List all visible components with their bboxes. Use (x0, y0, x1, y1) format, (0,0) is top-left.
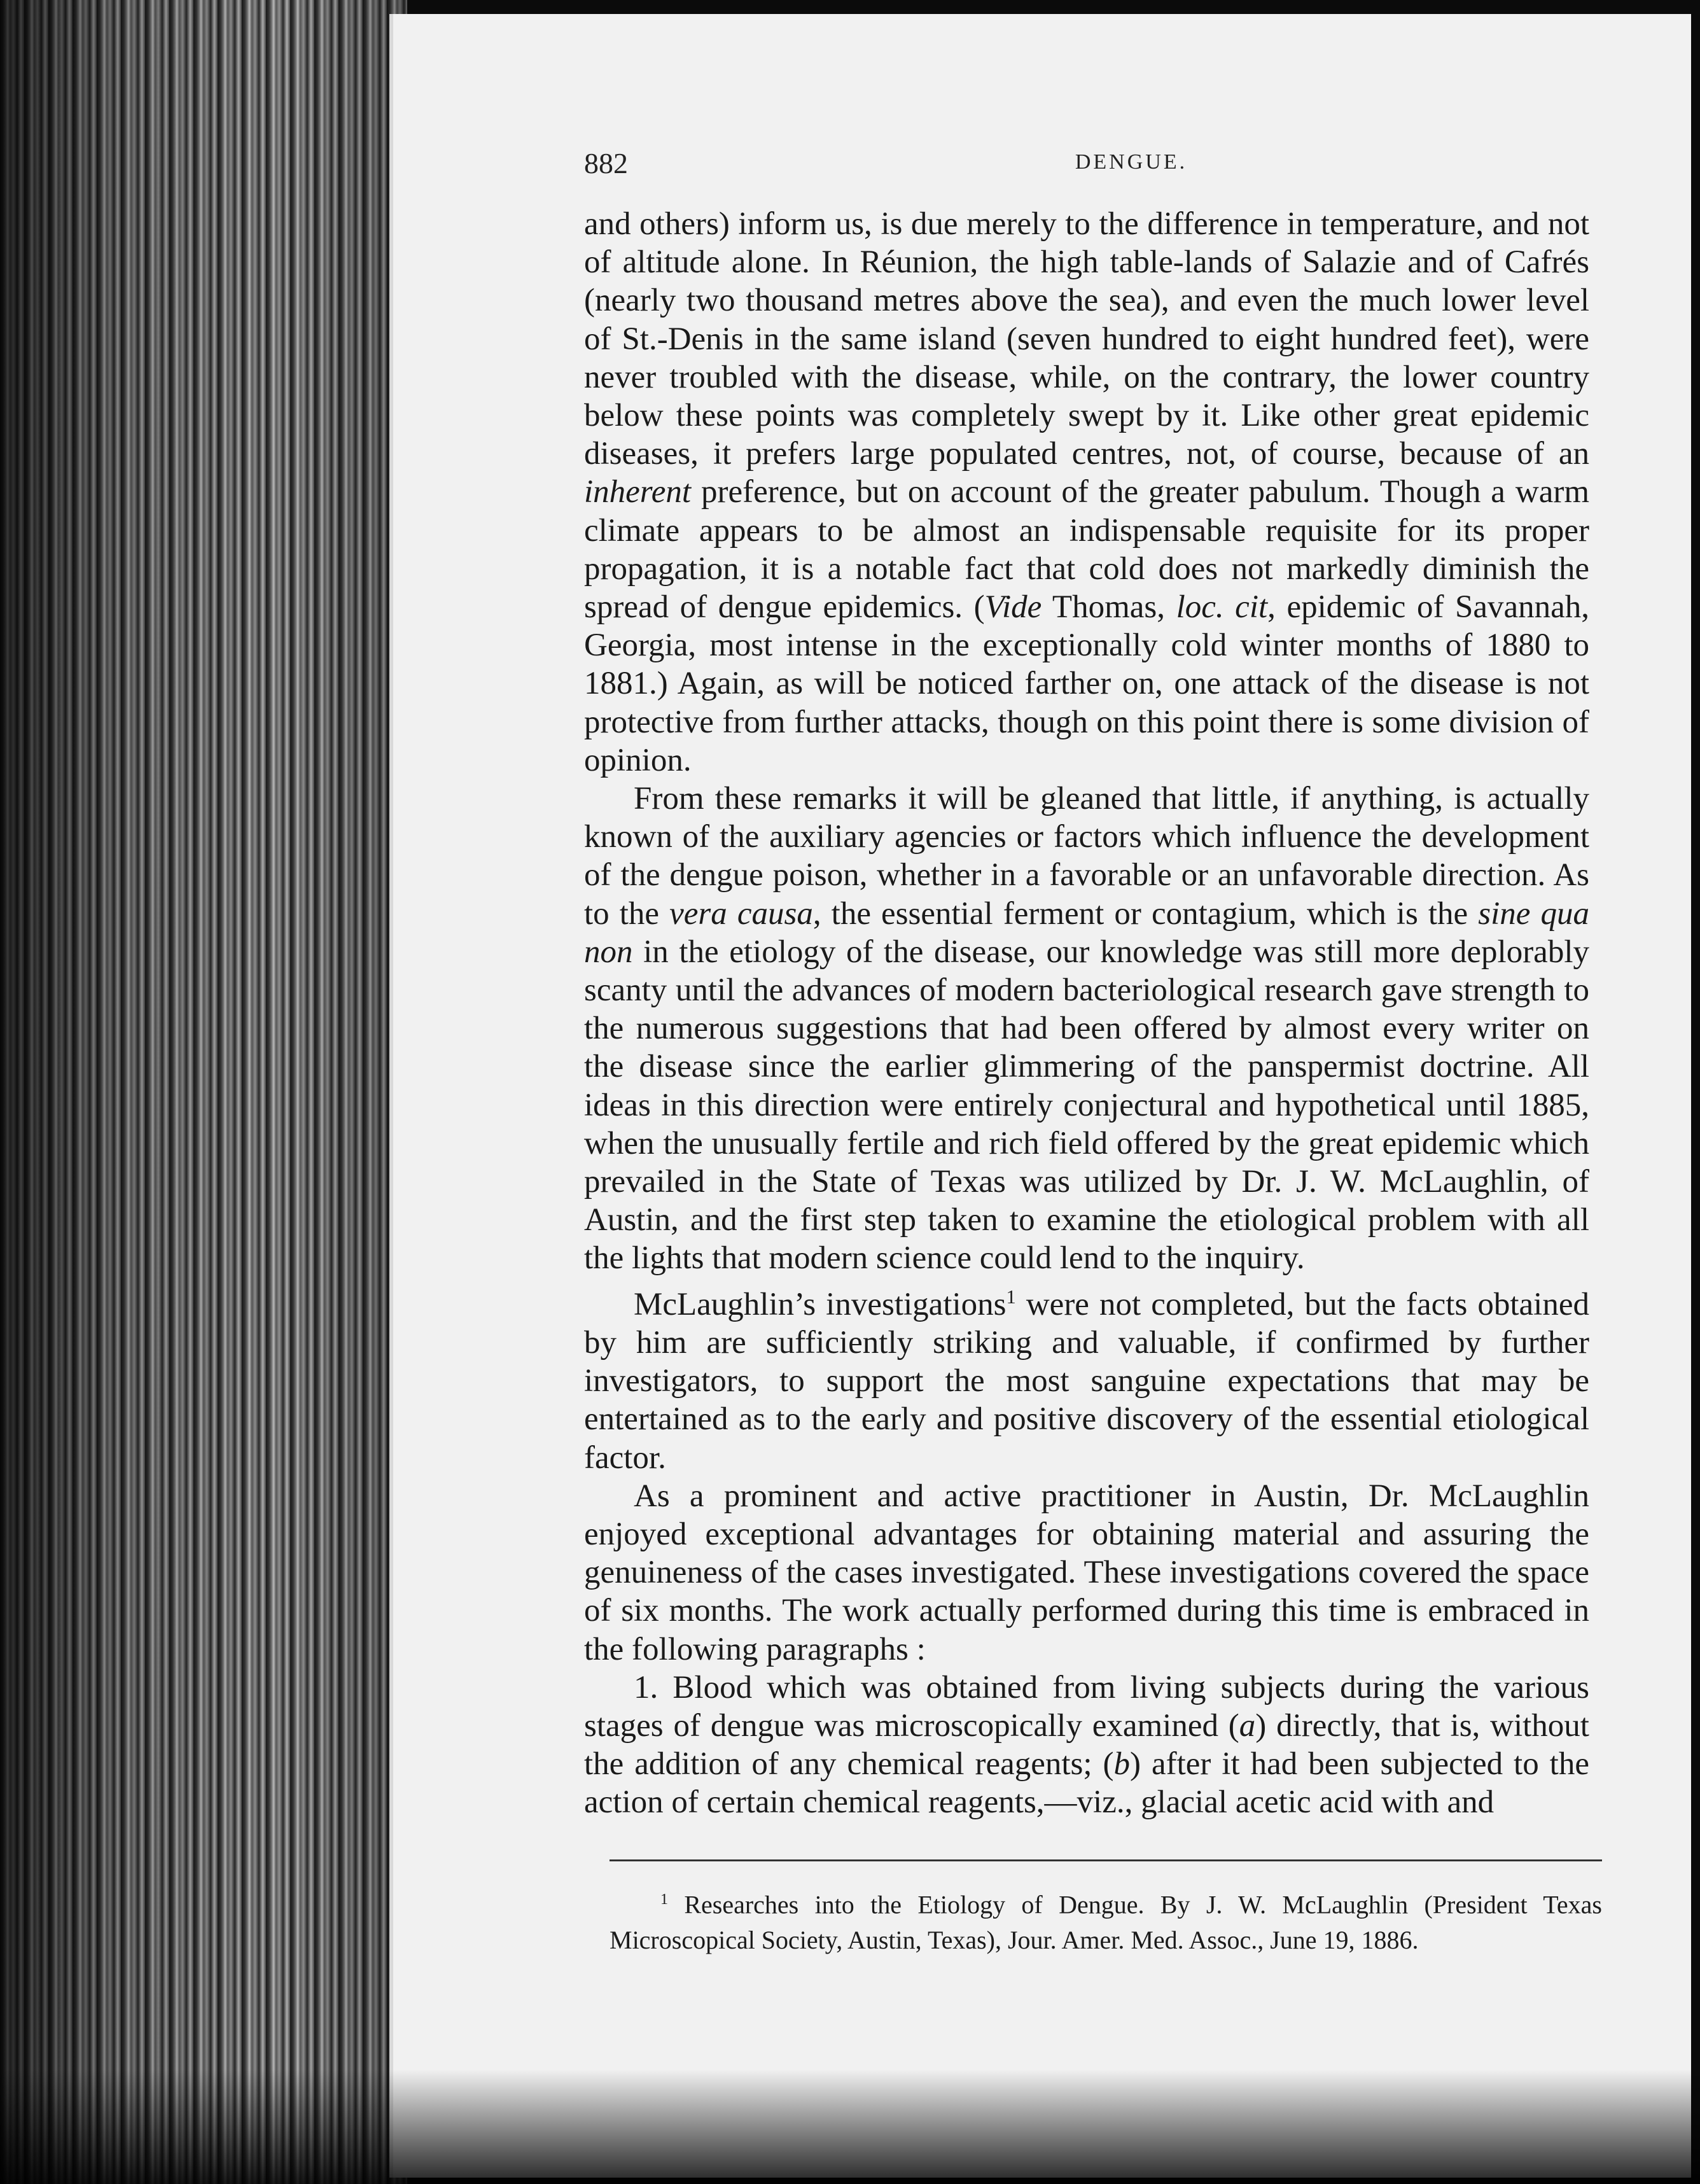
text-run: 1. Blood which was obtained from living subjects during the various stages of dengue was microscopically examined ( (584, 1669, 1589, 1744)
text-run: ) after it had been subjected to the action of certain chemical reagents,—viz., glacial acetic acid with and (584, 1746, 1589, 1821)
text-run: ) directly, that is, without the addition of any chemical reagents; ( (584, 1707, 1589, 1782)
text-run: McLaughlin’s investigations (634, 1286, 1007, 1322)
text-run: and others) inform us, is due merely to the difference in temperature, and not of altitude alone. In Réunion, the high table-lands of Salazie and of Cafrés (nearly two thousand metres above the sea), and even the much lower level of St.-Denis in the same island (seven hundred to eight hundred feet), were never troubled with the disease, while, on the contrary, the lower country below these points was completely swept by it. Like other great epidemic diseases, it prefers large populated centres, not, of course, because of an (584, 206, 1589, 472)
page-number: 882 (584, 147, 628, 179)
footnote-text: Researches into the Etiology of Dengue. By J. W. McLaughlin (President Texas Microscopical Society, Austin, Texas), Jour. Amer. Med. Assoc., June 19, 1886. (610, 1890, 1602, 1955)
paragraph-p5 (584, 1669, 1589, 1822)
italic-text: sine qua non (584, 895, 1589, 970)
paragraph-p4 (584, 1477, 1589, 1669)
italic-text: vera causa (669, 895, 813, 932)
text-run: Thomas, (1042, 589, 1176, 626)
bottom-shadow (0, 2069, 1700, 2184)
italic-text: Vide (984, 589, 1042, 626)
text-run: in the etiology of the disease, our knowledge was still more deplorably scanty until the advances of modern bacteriological research gave strength to the numerous suggestions that had been offered by almost every writer on the disease since the earlier glimmering of the panspermist doctrine. All ideas in this direction were entirely conjectural and hypothetical until 1885, when the unusually fertile and rich field offered by the great epidemic which prevailed in the State of Texas was utilized by Dr. J. W. McLaughlin, of Austin, and the first step taken to examine the etiological problem with all the lights that modern science could lend to the inquiry. (584, 934, 1589, 1277)
paragraph-p3 (584, 1278, 1589, 1477)
footnote-rule (610, 1859, 1602, 1861)
footnote-paragraph (610, 1882, 1602, 1958)
text-run: , epidemic of Savannah, Georgia, most intense in the exceptionally cold winter months of 1880 to 1881.) Again, as will be noticed farther on, one attack of the disease is not protective from further attacks, though on this point there is some division of opinion. (584, 589, 1590, 778)
footnote (610, 1882, 1602, 1958)
paragraph-p2 (584, 780, 1589, 1278)
text-run: From these remarks it will be gleaned that little, if anything, is actually known of the auxiliary agencies or factors which influence the development of the dengue poison, whether in a favorable or an unfavorable direction. As to the (584, 781, 1589, 932)
italic-text: loc. cit (1176, 589, 1268, 626)
text-run: were not completed, but the facts obtained by him are sufficiently striking and valuable, if confirmed by further investigators, to support the most sanguine expectations that may be entertained as to the early and positive discovery of the essential etiological factor. (584, 1286, 1589, 1476)
footnote-marker: 1 (660, 1891, 668, 1908)
italic-text: inherent (584, 474, 692, 510)
footnote-reference: 1 (1006, 1285, 1016, 1308)
text-run: As a prominent and active practitioner in Austin, Dr. McLaughlin enjoyed exceptional advantages for obtaining material and assuring the genuineness of the cases investigated. These investigations covered the space of six months. The work actually performed during this time is embraced in the following paragraphs : (584, 1478, 1589, 1667)
running-head-title: DENGUE. (1075, 150, 1188, 174)
text-run: preference, but on account of the greater pabulum. Though a warm climate appears to be almost an indispensable requisite for its proper propagation, it is a notable fact that cold does not markedly diminish the spread of dengue epidemics. ( (584, 474, 1589, 626)
italic-text: a (1239, 1707, 1256, 1744)
book-edge-shadow (0, 0, 407, 2184)
italic-text: b (1113, 1746, 1130, 1782)
book-page (389, 14, 1691, 2178)
paragraph-p1 (584, 205, 1589, 780)
body-text (584, 205, 1589, 1822)
text-run: , the essential ferment or contagium, which is the (812, 895, 1479, 932)
